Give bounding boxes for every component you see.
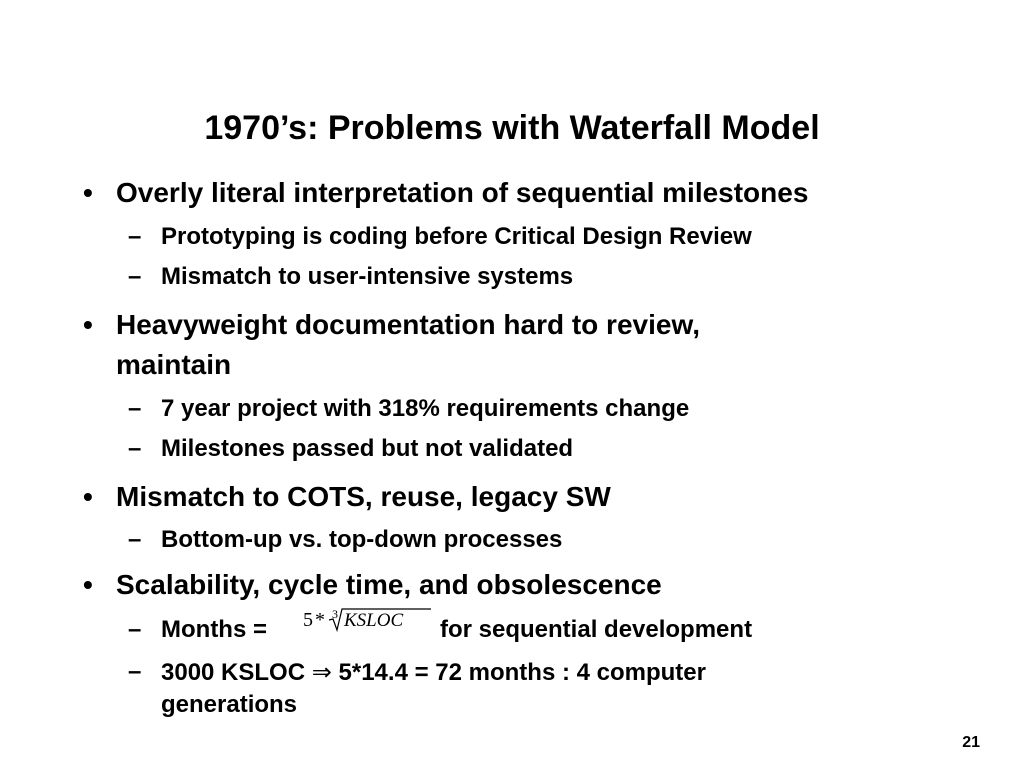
formula-coefficient: 5 [303, 609, 313, 631]
page-number: 21 [962, 734, 980, 751]
slide-title: 1970’s: Problems with Waterfall Model [204, 109, 820, 147]
sub-bullet-text: Bottom-up vs. top-down processes [161, 526, 563, 553]
dash-icon: – [128, 616, 142, 643]
bullet-icon: • [83, 309, 93, 340]
sub-bullet-text: Mismatch to user-intensive systems [161, 263, 574, 290]
bullet-text: Mismatch to COTS, reuse, legacy SW [116, 481, 611, 512]
ksloc-value: 3000 KSLOC [161, 659, 306, 686]
sub-bullet-text-after: for sequential development [440, 616, 753, 643]
dash-icon: – [128, 658, 142, 685]
sub-bullet-text-before: Months = [161, 616, 267, 643]
formula-radicand: KSLOC [344, 610, 404, 631]
sub-bullet-text: Prototyping is coding before Critical Design Review [161, 223, 752, 250]
formula-root-index: 3 [332, 607, 338, 621]
months-calculation: 5*14.4 = 72 months : 4 computer [338, 659, 706, 686]
cube-root-formula [287, 606, 433, 636]
bullet-text-line1: Heavyweight documentation hard to review, [116, 309, 700, 340]
implies-arrow-icon: ⇒ [311, 658, 332, 686]
sub-bullet-text-line2: generations [161, 691, 298, 718]
formula [287, 606, 433, 636]
dash-icon: – [128, 435, 142, 462]
bullet-icon: • [83, 481, 93, 512]
dash-icon: – [128, 395, 142, 422]
bullet-text: Overly literal interpretation of sequential milestones [116, 177, 809, 208]
formula-graphic [287, 606, 433, 636]
sub-bullet-text-line1 [161, 657, 706, 688]
formula-operator: * [315, 609, 325, 631]
dash-icon: – [128, 263, 142, 290]
sub-bullet-text: Milestones passed but not validated [161, 435, 574, 462]
sub-bullet-text: 7 year project with 318% requirements change [161, 395, 690, 422]
bullet-icon: • [83, 569, 93, 600]
dash-icon: – [128, 223, 142, 250]
bullet-text: Scalability, cycle time, and obsolescence [116, 569, 662, 600]
bullet-icon: • [83, 177, 93, 208]
dash-icon: – [128, 526, 142, 553]
bullet-text-line2: maintain [116, 349, 232, 380]
